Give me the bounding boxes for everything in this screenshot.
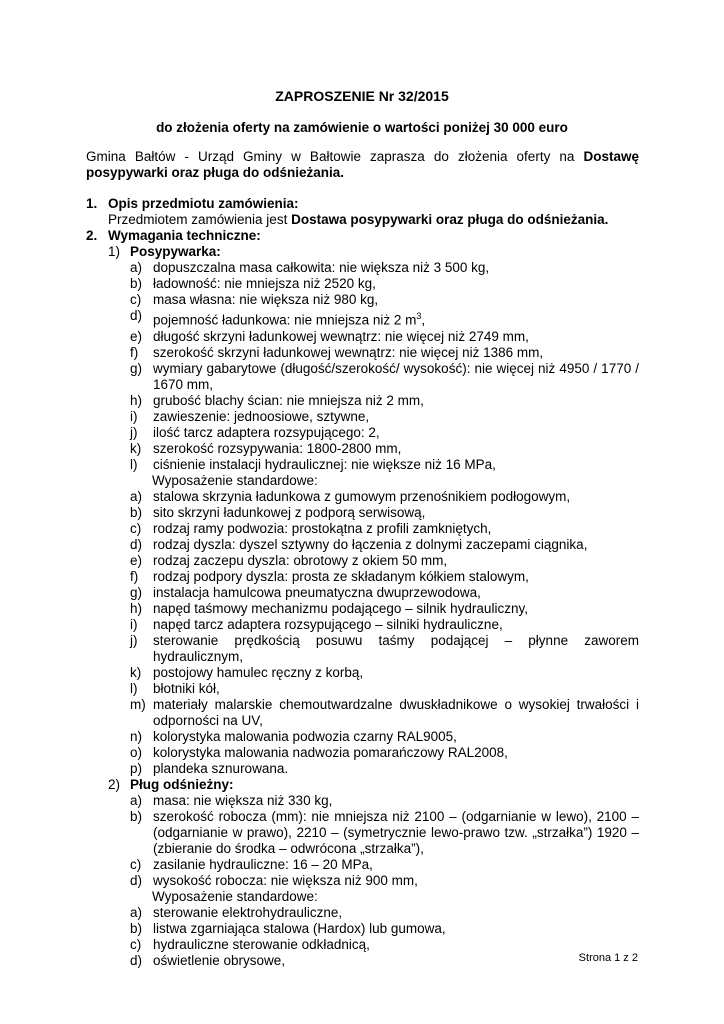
list-item-label: j)	[130, 632, 138, 648]
list-item	[108, 921, 639, 937]
subsection-number: 2)	[108, 776, 121, 792]
list-item-text: kolorystyka malowania podwozia czarny RAL9005,	[153, 728, 457, 744]
list-item-text: dopuszczalna masa całkowita: nie większa niż 3 500 kg,	[153, 260, 490, 275]
list-item-text: masa własna: nie większa niż 980 kg,	[153, 292, 379, 307]
subsection-posypywarka	[108, 244, 639, 777]
list-item-text: rodzaj podpory dyszla: prosta ze składanym kółkiem stalowym,	[153, 568, 529, 584]
list-item-label: d)	[130, 536, 143, 552]
list-item-text: postojowy hamulec ręczny z korbą,	[153, 664, 364, 680]
section-number: 2.	[86, 228, 98, 243]
list-item	[108, 308, 639, 329]
list-item-label: a)	[130, 904, 143, 920]
list-item-label: d)	[130, 308, 143, 323]
list-item-label: k)	[130, 664, 142, 680]
list-item	[108, 873, 639, 889]
list-item	[108, 505, 639, 521]
equipment-list	[108, 905, 639, 969]
list-item	[108, 857, 639, 873]
list-item-label: h)	[130, 392, 143, 408]
list-item-label: b)	[130, 504, 143, 520]
list-item-label: i)	[130, 616, 138, 632]
list-item-text: rodzaj zaczepu dyszla: obrotowy z okiem 50 mm,	[153, 552, 448, 568]
intro-paragraph	[86, 149, 639, 181]
list-item	[108, 617, 639, 633]
list-item-label: e)	[130, 328, 143, 344]
list-item-label: g)	[130, 584, 143, 600]
equipment-list	[108, 489, 639, 777]
list-item	[108, 489, 639, 505]
list-item-text: sito skrzyni ładunkowej z podporą serwisową,	[153, 504, 426, 520]
list-item-label: f)	[130, 344, 139, 360]
list-item	[108, 809, 639, 857]
superscript: 3	[416, 311, 422, 321]
list-item-text: szerokość rozsypywania: 1800-2800 mm,	[153, 440, 402, 456]
list-item-label: l)	[130, 456, 138, 472]
list-item-text: kolorystyka malowania nadwozia pomarańczowy RAL2008,	[153, 744, 508, 760]
list-item	[108, 345, 639, 361]
list-item-text: hydrauliczne sterowanie odkładnicą,	[153, 936, 370, 952]
list-item	[108, 393, 639, 409]
list-item	[108, 329, 639, 345]
list-item-text: wysokość robocza: nie większa niż 900 mm,	[153, 872, 418, 888]
list-item-label: d)	[130, 952, 143, 968]
list-item-label: a)	[130, 488, 143, 504]
list-item-text: napęd tarcz adaptera rozsypującego – silniki hydrauliczne,	[153, 616, 503, 632]
list-item-suffix: ,	[421, 312, 426, 328]
list-item-label: l)	[130, 680, 138, 696]
list-item-label: k)	[130, 440, 142, 456]
section-text	[108, 212, 639, 228]
subsection-plug	[108, 777, 639, 969]
list-item-text: ciśnienie instalacji hydraulicznej: nie większe niż 16 MPa,	[153, 456, 496, 472]
list-item-text: ładowność: nie mniejsza niż 2520 kg,	[153, 276, 376, 291]
list-item-text: grubość blachy ścian: nie mniejsza niż 2 mm,	[153, 392, 424, 408]
list-item	[108, 425, 639, 441]
list-item	[108, 521, 639, 537]
document-subtitle: do złożenia oferty na zamówienie o wartości poniżej 30 000 euro	[156, 120, 568, 135]
list-item-label: o)	[130, 744, 143, 760]
list-item-text: sterowanie elektrohydrauliczne,	[153, 904, 343, 920]
list-item-text: błotniki kół,	[153, 680, 220, 696]
list-item-label: f)	[130, 568, 139, 584]
list-item	[108, 569, 639, 585]
list-item	[108, 761, 639, 777]
list-item-label: a)	[130, 260, 143, 275]
list-item-text: zawieszenie: jednoosiowe, sztywne,	[153, 408, 370, 424]
list-item	[108, 276, 639, 292]
list-item-label: i)	[130, 408, 138, 424]
document-content	[86, 196, 639, 969]
list-item-label: g)	[130, 360, 143, 376]
list-item	[108, 457, 639, 473]
list-item	[108, 260, 639, 276]
list-item-label: m)	[130, 696, 146, 712]
list-item-label: e)	[130, 552, 143, 568]
list-item	[108, 665, 639, 681]
list-item-label: d)	[130, 872, 143, 888]
list-item	[108, 601, 639, 617]
section-heading: Opis przedmiotu zamówienia:	[108, 196, 299, 211]
list-item	[108, 409, 639, 425]
list-item	[108, 553, 639, 569]
list-item	[108, 697, 639, 729]
list-item	[108, 745, 639, 761]
list-item-label: c)	[130, 520, 142, 536]
section-1	[86, 196, 639, 228]
list-item	[108, 441, 639, 457]
list-item	[108, 681, 639, 697]
list-item-text: sterowanie prędkością posuwu taśmy podającej – płynne zaworem hydraulicznym,	[153, 632, 639, 664]
list-item-text: ilość tarcz adaptera rozsypującego: 2,	[153, 424, 380, 440]
list-item-text: instalacja hamulcowa pneumatyczna dwuprzewodowa,	[153, 584, 481, 600]
list-item-text: napęd taśmowy mechanizmu podającego – silnik hydrauliczny,	[153, 600, 528, 616]
page-number: Strona 1 z 2	[578, 952, 638, 964]
list-item-label: b)	[130, 808, 143, 824]
spec-list	[108, 260, 639, 473]
list-item-label: j)	[130, 424, 138, 440]
list-item-label: b)	[130, 276, 143, 291]
list-item-text: plandeka sznurowana.	[153, 760, 289, 776]
subsection-heading: Posypywarka:	[130, 244, 221, 259]
section-text-bold: Dostawa posypywarki oraz pługa do odśnieżania.	[291, 212, 609, 227]
document-title: ZAPROSZENIE Nr 32/2015	[275, 88, 449, 104]
list-item	[108, 937, 639, 953]
list-item-text: zasilanie hydrauliczne: 16 – 20 MPa,	[153, 856, 373, 872]
subsection-number: 1)	[108, 244, 121, 259]
section-2	[86, 228, 639, 969]
list-item	[108, 292, 639, 308]
intro-bold: Dostawę posypywarki oraz pługa do odśnieżania.	[86, 149, 639, 180]
list-item-text: masa: nie większa niż 330 kg,	[153, 792, 333, 808]
list-item	[108, 361, 639, 393]
list-item	[108, 537, 639, 553]
section-text-plain: Przedmiotem zamówienia jest	[108, 212, 292, 227]
list-item-label: a)	[130, 792, 143, 808]
equipment-heading: Wyposażenie standardowe:	[152, 472, 318, 488]
list-item	[108, 585, 639, 601]
subsection-heading: Pług odśnieżny:	[130, 776, 234, 792]
intro-text: Gmina Bałtów - Urząd Gminy w Bałtowie zaprasza do złożenia oferty na	[86, 149, 584, 164]
list-item-text: materiały malarskie chemoutwardzalne dwuskładnikowe o wysokiej trwałości i odporności na UV,	[153, 696, 639, 728]
list-item-label: c)	[130, 856, 142, 872]
list-item-label: n)	[130, 728, 143, 744]
list-item-text: długość skrzyni ładunkowej wewnątrz: nie więcej niż 2749 mm,	[153, 328, 529, 344]
section-number: 1.	[86, 196, 98, 211]
spec-list	[108, 793, 639, 889]
list-item-text: szerokość skrzyni ładunkowej wewnątrz: nie więcej niż 1386 mm,	[153, 344, 544, 360]
section-heading: Wymagania techniczne:	[108, 228, 261, 243]
list-item-text: stalowa skrzynia ładunkowa z gumowym przenośnikiem podłogowym,	[153, 488, 571, 504]
list-item-label: p)	[130, 760, 143, 776]
list-item-text: rodzaj ramy podwozia: prostokątna z profili zamkniętych,	[153, 520, 492, 536]
list-item-label: c)	[130, 292, 142, 307]
list-item-label: b)	[130, 920, 143, 936]
list-item	[108, 905, 639, 921]
list-item	[108, 729, 639, 745]
list-item-text: oświetlenie obrysowe,	[153, 952, 286, 968]
list-item-text: listwa zgarniająca stalowa (Hardox) lub gumowa,	[153, 920, 446, 936]
list-item-label: c)	[130, 936, 142, 952]
list-item-text: pojemność ładunkowa: nie mniejsza niż 2 m	[153, 312, 417, 328]
list-item	[108, 633, 639, 665]
list-item	[108, 793, 639, 809]
list-item-text: wymiary gabarytowe (długość/szerokość/ wysokość): nie więcej niż 4950 / 1770 / 1670 mm,	[153, 360, 639, 392]
list-item	[108, 953, 639, 969]
list-item-text: rodzaj dyszla: dyszel sztywny do łączenia z dolnymi zaczepami ciągnika,	[153, 536, 588, 552]
equipment-heading: Wyposażenie standardowe:	[152, 888, 318, 904]
list-item-label: h)	[130, 600, 143, 616]
list-item-text: szerokość robocza (mm): nie mniejsza niż 2100 – (odgarnianie w lewo), 2100 – (odgarnianie w prawo), 2210 – (symetrycznie lewo-prawo tzw. „strzałka”) 1920 – (zbieranie do środka – odwrócona „strzałka”),	[153, 808, 639, 856]
